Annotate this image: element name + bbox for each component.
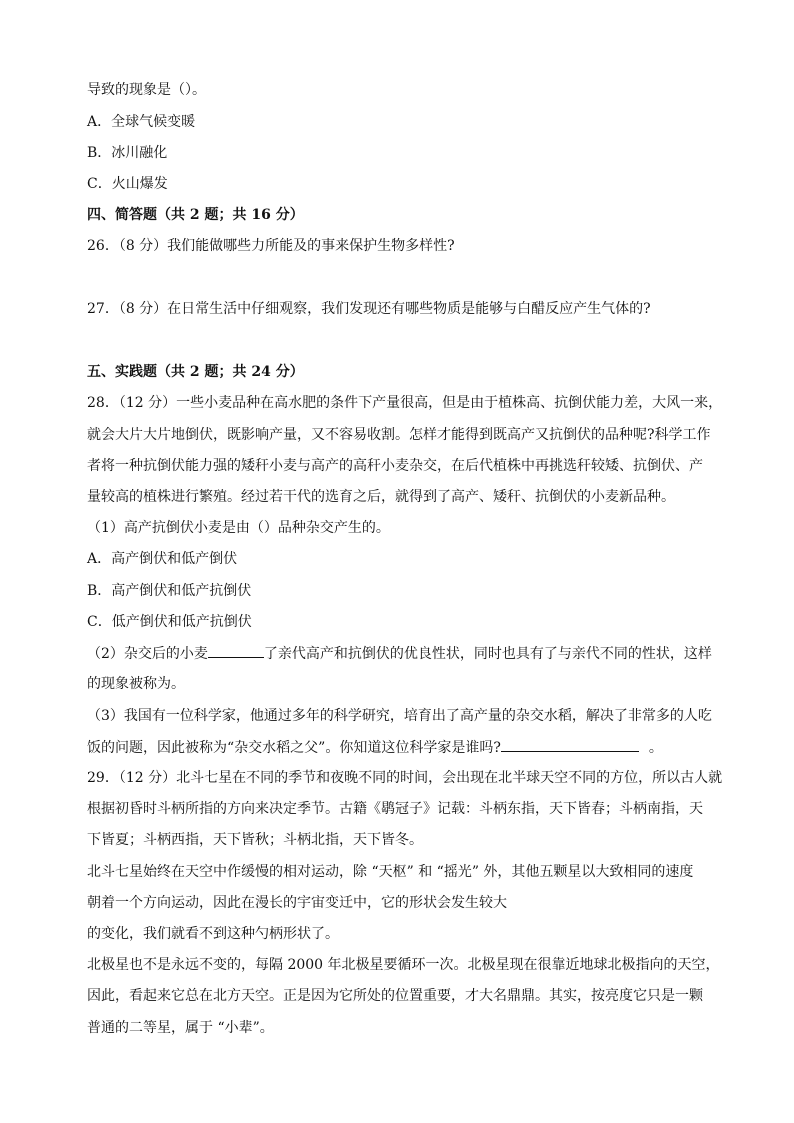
q28-sub3-answer-blank[interactable] [501,737,639,752]
q28-sub2-line-2: 的现象被称为。 [87,676,185,692]
q28-sub2-line-1 [87,643,712,664]
q28-sub2-answer-blank[interactable] [208,643,264,658]
q28-sub1: （1）高产抗倒伏小麦是由（）品种杂交产生的。 [87,520,390,536]
q29-line-6: 的变化，我们就看不到这种勺柄形状了。 [87,926,339,942]
question-27: 27．（8 分）在日常生活中仔细观察，我们发现还有哪些物质是能够与白醋反应产生气体的? [87,301,651,317]
q25-stem-tail: 导致的现象是（）。 [87,82,206,98]
q29-line-2: 根据初昏时斗柄所指的方向来决定季节。古籍《鹖冠子》记载：斗柄东指，天下皆春；斗柄南指，天 [87,801,703,817]
question-26: 26．（8 分）我们能做哪些力所能及的事来保护生物多样性? [87,238,455,254]
q25-option-c: C．火山爆发 [87,176,168,192]
q29-line-9: 普通的二等星，属于 “小辈”。 [87,1020,274,1036]
q29-line-3: 下皆夏；斗柄西指，天下皆秋；斗柄北指，天下皆冬。 [87,832,423,848]
q28-sub1-option-a: A．高产倒伏和低产倒伏 [87,551,238,567]
q28-sub3-line-2 [87,737,663,758]
q28-sub2-suffix: 了亲代高产和抗倒伏的优良性状，同时也具有了与亲代不同的性状，这样 [263,646,712,662]
q25-option-a: A．全球气候变暖 [87,114,196,130]
section-4-header: 四、简答题（共 2 题；共 16 分） [87,207,304,223]
q28-line-2: 就会大片大片地倒伏，既影响产量，又不容易收割。怎样才能得到既高产又抗倒伏的品种呢?科学工作 [87,427,711,443]
q29-line-1: 29．（12 分）北斗七星在不同的季节和夜晚不同的时间，会出现在北半球天空不同的方位，所以古人就 [87,770,723,786]
q28-sub3-prefix: 饭的问题，因此被称为“杂交水稻之父”。你知道这位科学家是谁吗? [87,740,501,756]
q29-line-7: 北极星也不是永远不变的，每隔 2000 年北极星要循环一次。北极星现在很靠近地球北极指向的天空， [87,957,720,973]
q28-sub1-option-b: B．高产倒伏和低产抗倒伏 [87,583,252,599]
q29-line-5: 朝着一个方向运动，因此在漫长的宇宙变迁中，它的形状会发生较大 [87,895,507,911]
q28-sub1-option-c: C．低产倒伏和低产抗倒伏 [87,614,252,630]
section-5-header: 五、实践题（共 2 题；共 24 分） [87,364,304,380]
q29-line-8: 因此，看起来它总在北方天空。正是因为它所处的位置重要，才大名鼎鼎。其实，按亮度它只是一颗 [87,988,703,1004]
q28-line-4: 量较高的植株进行繁殖。经过若干代的选育之后，就得到了高产、矮秆、抗倒伏的小麦新品种。 [87,489,675,505]
q28-sub2-prefix: （2）杂交后的小麦 [87,646,208,662]
q25-option-b: B．冰川融化 [87,145,168,161]
q28-sub3-line-1: （3）我国有一位科学家，他通过多年的科学研究，培育出了高产量的杂交水稻，解决了非常多的人吃 [87,708,712,724]
q28-sub3-suffix: 。 [648,740,663,756]
q28-line-1: 28．（12 分）一些小麦品种在高水肥的条件下产量很高，但是由于植株高、抗倒伏能力差，大风一来， [87,395,723,411]
q29-line-4: 北斗七星始终在天空中作缓慢的相对运动，除 “天枢” 和 “摇光” 外，其他五颗星以大致相同的速度 [87,864,694,880]
q28-line-3: 者将一种抗倒伏能力强的矮秆小麦与高产的高秆小麦杂交，在后代植株中再挑选秆较矮、抗倒伏、产 [87,458,703,474]
